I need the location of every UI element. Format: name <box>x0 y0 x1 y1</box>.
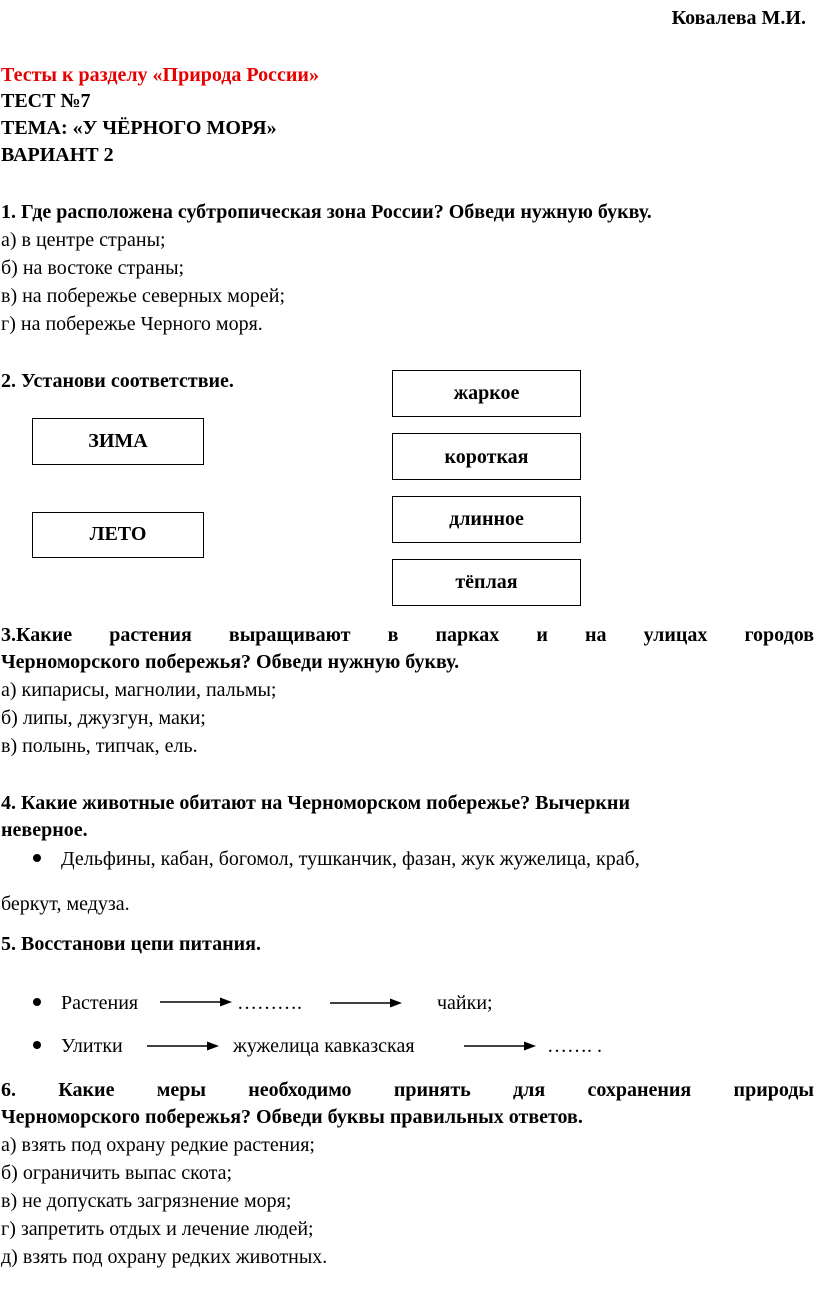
q5-question: 5. Восстанови цепи питания. <box>1 933 261 955</box>
chain2-start: Улитки <box>61 1035 123 1057</box>
q4-animal-list: Дельфины, кабан, богомол, тушканчик, фазан, жук жужелица, краб, <box>61 848 640 870</box>
q6-option-e: д) взять под охрану редких животных. <box>1 1246 328 1268</box>
chain2-middle: жужелица кавказская <box>233 1035 415 1057</box>
bullet-icon <box>33 998 41 1006</box>
match-box-warm: тёплая <box>392 559 581 606</box>
arrow-right-icon <box>147 1040 219 1052</box>
chain1-start: Растения <box>61 992 139 1014</box>
q1-option-c: в) на побережье северных морей; <box>1 285 286 307</box>
q6-question-line1: 6. Какие меры необходимо принять для сохранения природы <box>1 1079 814 1101</box>
q6-option-d: г) запретить отдых и лечение людей; <box>1 1218 314 1240</box>
test-variant: ВАРИАНТ 2 <box>1 144 114 166</box>
q6-option-c: в) не допускать загрязнение моря; <box>1 1190 292 1212</box>
match-box-long: длинное <box>392 496 581 543</box>
test-topic: ТЕМА: «У ЧЁРНОГО МОРЯ» <box>1 117 277 139</box>
series-title: Тесты к разделу «Природа России» <box>1 64 319 86</box>
bullet-icon <box>33 1041 41 1049</box>
arrow-right-icon <box>330 997 402 1009</box>
q3-option-b: б) липы, джузгун, маки; <box>1 707 206 729</box>
q6-option-a: а) взять под охрану редкие растения; <box>1 1134 315 1156</box>
q6-option-b: б) ограничить выпас скота; <box>1 1162 233 1184</box>
q6-question-line2: Черноморского побережья? Обведи буквы правильных ответов. <box>1 1106 583 1128</box>
q3-question-line1: 3.Какие растения выращивают в парках и на улицах городов <box>1 624 814 646</box>
match-box-short: короткая <box>392 433 581 480</box>
q1-option-a: а) в центре страны; <box>1 229 166 251</box>
q4-animal-list-cont: беркут, медуза. <box>1 893 130 915</box>
arrow-right-icon <box>464 1040 536 1052</box>
chain2-end: ……. . <box>547 1035 602 1057</box>
match-box-summer: ЛЕТО <box>32 512 204 558</box>
q1-option-b: б) на востоке страны; <box>1 257 185 279</box>
chain1-blank: ………. <box>237 992 302 1014</box>
q3-question-line2: Черноморского побережья? Обведи нужную букву. <box>1 651 460 673</box>
q3-option-c: в) полынь, типчак, ель. <box>1 735 198 757</box>
match-box-winter: ЗИМА <box>32 418 204 465</box>
chain1-end: чайки; <box>437 992 493 1014</box>
bullet-icon <box>33 854 41 862</box>
match-box-hot: жаркое <box>392 370 581 417</box>
author: Ковалева М.И. <box>671 7 806 29</box>
q1-option-d: г) на побережье Черного моря. <box>1 313 263 335</box>
arrow-right-icon <box>160 996 232 1008</box>
q2-question: 2. Установи соответствие. <box>1 370 234 392</box>
test-number: ТЕСТ №7 <box>1 90 91 112</box>
q4-question-line1: 4. Какие животные обитают на Черноморском побережье? Вычеркни <box>1 792 630 814</box>
q3-option-a: а) кипарисы, магнолии, пальмы; <box>1 679 277 701</box>
q1-question: 1. Где расположена субтропическая зона России? Обведи нужную букву. <box>1 201 652 223</box>
q4-question-line2: неверное. <box>1 819 88 841</box>
